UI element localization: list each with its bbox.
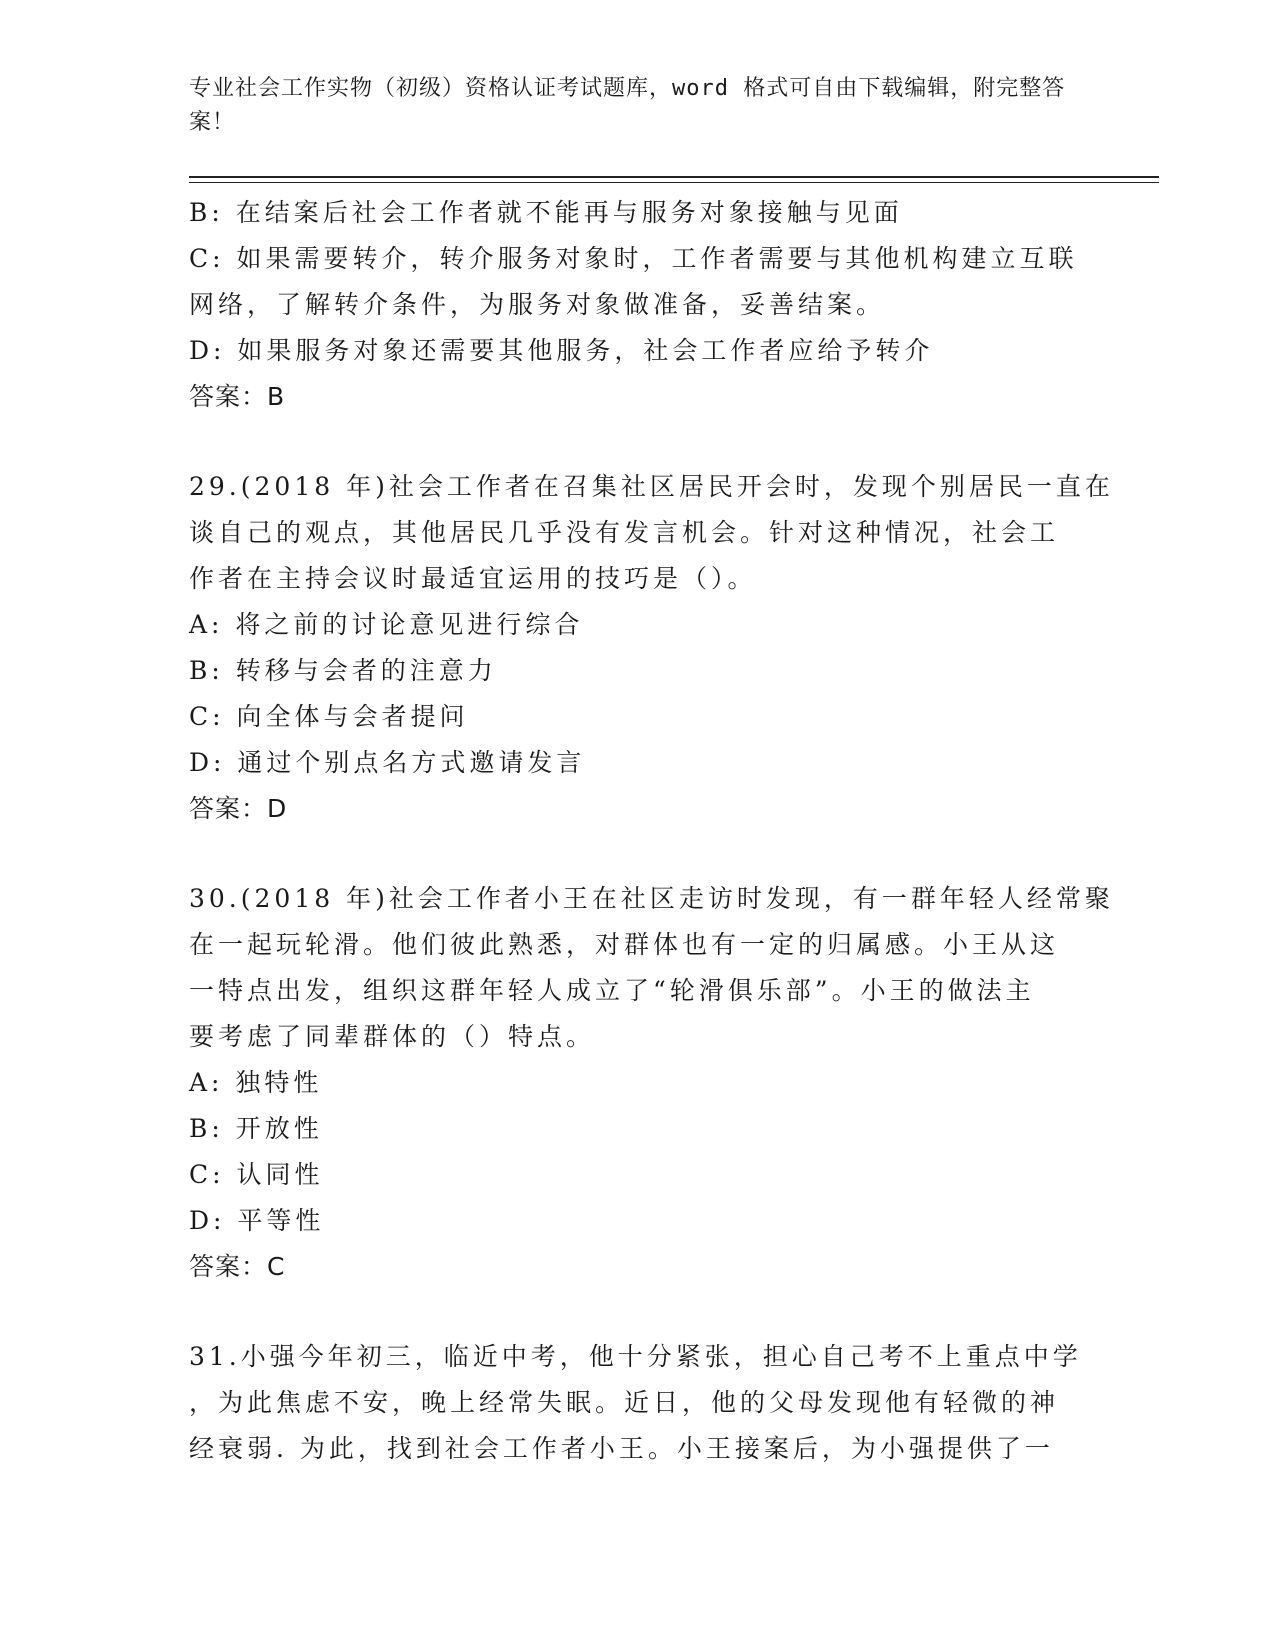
block-gap: [189, 1290, 1089, 1334]
option-b: B: 在结案后社会工作者就不能再与服务对象接触与见面: [189, 198, 903, 227]
block-gap: [189, 420, 1089, 464]
page-header: [189, 72, 1069, 140]
option-d: D: 通过个别点名方式邀请发言: [189, 748, 586, 777]
question-stem: 经衰弱. 为此，找到社会工作者小王。小王接案后，为小强提供了一: [189, 1434, 1054, 1463]
header-text: 专业社会工作实物（初级）资格认证考试题库，word 格式可自由下载编辑，附完整答案！: [189, 76, 1066, 135]
question-stem: 30.(2018 年)社会工作者小王在社区走访时发现，有一群年轻人经常聚: [189, 884, 1114, 913]
option-c: C: 向全体与会者提问: [189, 702, 469, 731]
question-stem: 在一起玩轮滑。他们彼此熟悉，对群体也有一定的归属感。小王从这: [189, 930, 1060, 959]
header-rule-thick: [189, 176, 1159, 178]
answer-line: 答案：B: [189, 382, 286, 411]
question-stem: ，为此焦虑不安，晚上经常失眠。近日，他的父母发现他有轻微的神: [189, 1388, 1060, 1417]
option-c: C: 认同性: [189, 1160, 324, 1189]
option-b: B: 开放性: [189, 1114, 323, 1143]
question-stem: 一特点出发，组织这群年轻人成立了“轮滑俱乐部”。小王的做法主: [189, 976, 1035, 1005]
question-stem: 31.小强今年初三，临近中考，他十分紧张，担心自己考不上重点中学: [189, 1342, 1082, 1371]
question-block-31: [189, 1334, 1089, 1472]
question-content: [189, 190, 1114, 1472]
option-d: D: 平等性: [189, 1206, 325, 1235]
question-stem: 29.(2018 年)社会工作者在召集社区居民开会时，发现个别居民一直在: [189, 472, 1114, 501]
option-c-cont: 网络，了解转介条件，为服务对象做准备，妥善结案。: [189, 290, 886, 319]
question-stem: 作者在主持会议时最适宜运用的技巧是（）。: [189, 564, 757, 593]
question-block-30: [189, 876, 1114, 1290]
question-stem: 要考虑了同辈群体的（）特点。: [189, 1022, 596, 1051]
answer-line: 答案：D: [189, 794, 288, 823]
answer-line: 答案：C: [189, 1252, 286, 1281]
option-a: A: 独特性: [189, 1068, 323, 1097]
option-a: A: 将之前的讨论意见进行综合: [189, 610, 584, 639]
option-b: B: 转移与会者的注意力: [189, 656, 497, 685]
option-c: C: 如果需要转介，转介服务对象时，工作者需要与其他机构建立互联: [189, 244, 1078, 273]
question-block-28: [189, 190, 1089, 420]
question-stem: 谈自己的观点，其他居民几乎没有发言机会。针对这种情况，社会工: [189, 518, 1060, 547]
block-gap: [189, 832, 1089, 876]
option-d: D: 如果服务对象还需要其他服务，社会工作者应给予转介: [189, 336, 934, 365]
question-block-29: [189, 464, 1114, 832]
header-rule-thin: [189, 182, 1159, 183]
